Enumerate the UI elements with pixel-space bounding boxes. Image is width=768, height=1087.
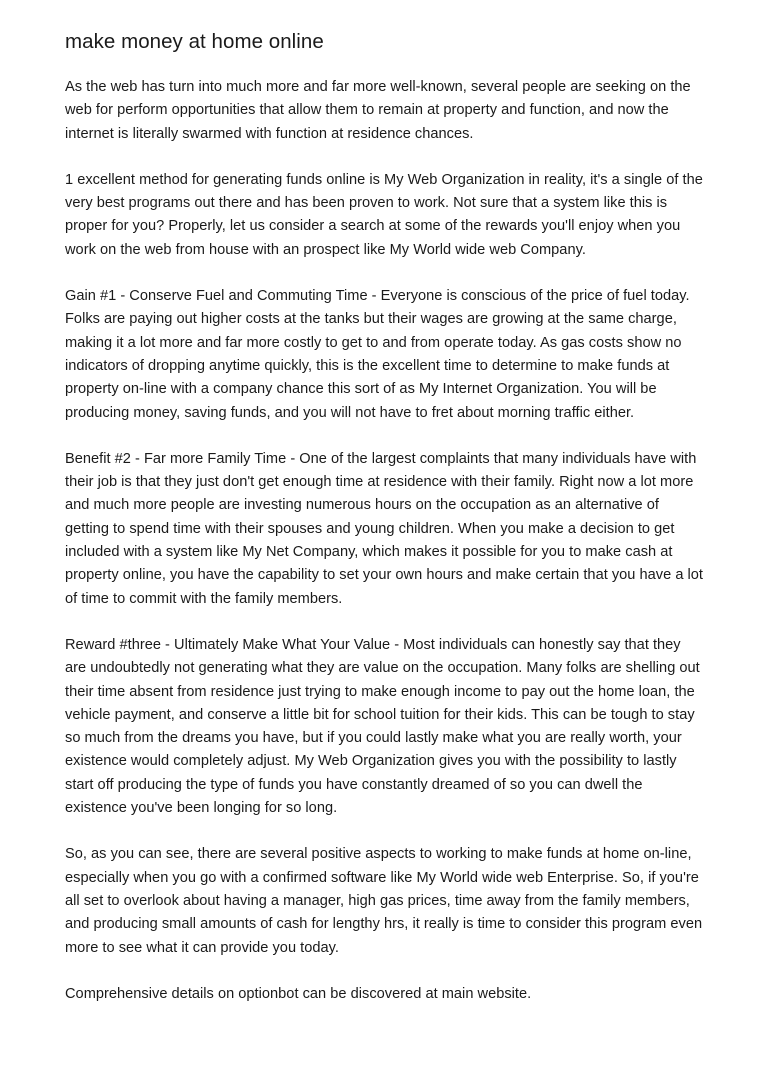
paragraph-intro: As the web has turn into much more and far more well-known, several people are seeking on the web for perform opportunities that allow them to remain at property and function, and now the internet is literally swarmed with function at residence chances. (65, 79, 691, 142)
paragraph-method: 1 excellent method for generating funds online is My Web Organization in reality, it's a single of the very best programs out there and has been proven to work. Not sure that a system like this is proper for you? Properly, let us consider a search at some of the rewards you'll enjoy when you work on the web from house with an prospect like My World wide web Company. (65, 171, 703, 258)
document-page (65, 28, 705, 1029)
paragraph-details: Comprehensive details on optionbot can be discovered at main website. (65, 985, 532, 1002)
document-title: make money at home online (65, 30, 324, 53)
paragraph-gain-1: Gain #1 - Conserve Fuel and Commuting Time - Everyone is conscious of the price of fuel today. Folks are paying out higher costs at the tanks but their wages are growing at the same charge, making it a lot more and far more costly to get to and from operate today. As gas costs show no indicators of dropping anytime quickly, this is the excellent time to determine to make funds at property on-line with a company chance this sort of as My Internet Organization. You will be producing money, saving funds, and you will not have to fret about morning traffic either. (65, 288, 690, 421)
paragraph-benefit-2: Benefit #2 - Far more Family Time - One of the largest complaints that many individuals have with their job is that they just don't get enough time at residence with their family. Right now a lot more and much more people are investing numerous hours on the occupation as an alternative of getting to spend time with their spouses and young children. When you make a decision to get included with a system like My Net Company, which makes it possible for you to make cash at property online, you have the capability to set your own hours and make certain that you have a lot of time to commit with the family members. (65, 450, 703, 607)
paragraph-conclusion: So, as you can see, there are several positive aspects to working to make funds at home on-line, especially when you go with a confirmed software like My World wide web Enterprise. So, if you're all set to overlook about having a manager, high gas prices, time away from the family members, and producing small amounts of cash for lengthy hrs, it really is time to consider this program even more to see what it can provide you today. (65, 846, 703, 956)
paragraph-reward-3: Reward #three - Ultimately Make What Your Value - Most individuals can honestly say that they are undoubtedly not generating what they are value on the occupation. Many folks are shelling out their time absent from residence just trying to make enough income to pay out the home loan, the vehicle payment, and conserve a little bit for school tuition for their kids. This can be tough to stay so much from the dreams you have, but if you could lastly make what you are really worth, your existence would completely adjust. My Web Organization gives you with the possibility to lastly start off producing the type of funds you have constantly dreamed of so you can dwell the existence you've been longing for so long. (65, 636, 700, 817)
